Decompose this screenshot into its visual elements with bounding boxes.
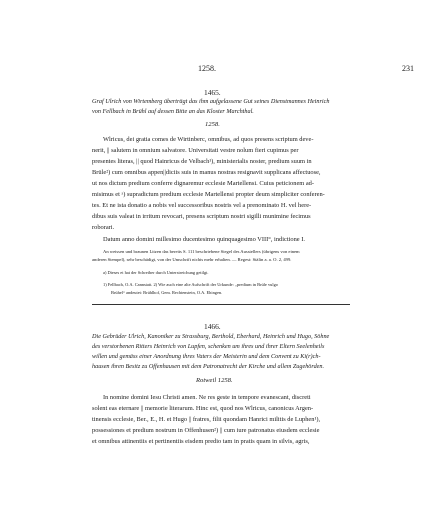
doc2-regest-line-4: hausen ihren Besitz zu Offenhausen mit dem Patronatrecht der Kirche und allem Zugehörden. (92, 363, 325, 370)
doc1-date: 1258. (205, 121, 220, 128)
doc2-regest-line-3: willen und gemäss einer Anordnung ihres Vaters der Meisterin und dem Convent zu Ki(r)ch- (92, 353, 321, 360)
doc1-body-line-3: presentes literas, || quod Hainricus de Velbach¹), ministerialis noster, predium suum in (92, 158, 312, 165)
running-header-year: 1258. (198, 64, 216, 73)
doc1-regest-line-2: von Fellbach in Brühl auf dessen Bitte an das Kloster Marchthal. (92, 108, 254, 115)
doc1-note-line-1: An weissen und braunen Litzen das bereits S. 111 beschriebene Siegel des Ausstellers (übrigens von einem (103, 249, 300, 254)
doc1-footnote-1-2: 1) Fellbach, O.A. Cannstatt. 2) Wie auch eine alte Aufschrift der Urkunde: „predium in Brüle vulgo (103, 282, 278, 287)
doc2-body-line-3: tinensis ecclesie, Ber., E., H. et Hugo || fratres, filii quondam Hanrici militis de Luphen¹), (92, 416, 321, 423)
section-divider (92, 304, 350, 305)
doc2-number: 1466. (204, 322, 221, 331)
doc1-body-line-5: ut nos dictum predium conferre dignaremur ecclesie Martellensi. Cuius peticionem ad- (92, 180, 315, 187)
doc1-body-line-8: dibus suis valeat in irritum revocari, presens scriptum nostri sigilli munimine fecimus (92, 213, 311, 220)
doc1-body-line-2: nerit, || salutem in omnium salvatore. Universitati vestre nolum fieri cupimus per (92, 147, 299, 154)
doc2-body-line-5: et omnibus attinentiis et pertinentiis eisdem predio tam in pratis quam in silvis, agris, (92, 438, 310, 445)
doc1-footnote-a: a) Dieses et hat der Schreiber durch Unterstreichung getilgt. (103, 270, 209, 275)
doc2-body-line-1: In nomine domini Iesu Christi amen. Ne res geste in tempore evanescant, discreti (103, 394, 311, 401)
doc1-number: 1465. (204, 88, 221, 97)
doc1-body-line-6: misimus et ᵃ) supradictum predium ecclesie Martellensi propter deum simpliciter conferen- (92, 191, 325, 198)
doc1-note-line-2: anderen Stempel), sehr beschädigt, von der Umschrift nichts mehr erhalten. — Regest: Stälin a. a. O. 2, 499. (92, 257, 292, 262)
doc1-regest-line-1: Graf Ulrich von Wirtemberg überträgt das ihm aufgelassene Gut seines Dienstmannes Heinrich (92, 98, 330, 105)
doc2-body-line-4: possessiones et predium nostrum in Offenhusen²) || cum iure patronatus eiusdem ecclesie (92, 427, 320, 434)
doc1-body-line-7: tes. Et ne ista donatio a nobis vel successoribus nostris vel a prenominato H. vel here- (92, 202, 312, 209)
doc2-regest-line-2: des verstorbenen Ritters Heinrich von Lupfen, schenken um ihres und ihrer Eltern Seelenheils (92, 343, 325, 350)
doc1-body-line-4: Brüle²) cum omnibus appen||diciis suis in manus nostras resignavit supplicans affectuose, (92, 169, 321, 176)
doc1-body-line-1: Wlricus, dei gratia comes de Wirtinberc, omnibus, ad quos presens scriptum deve- (103, 136, 314, 143)
doc2-date: Rotweil 1258. (196, 377, 233, 384)
doc1-body-line-9: roborari. (92, 224, 115, 231)
page-number: 231 (402, 64, 414, 73)
doc1-closing: Datum anno domini millesimo ducentesimo quinquagesimo VIII°, indictione I. (103, 236, 305, 243)
doc1-footnote-continued: Brühel“ andeutet: Brühlhof, Gem. Rechtenstein, O.A. Ehingen. (111, 290, 223, 295)
doc2-regest-line-1: Die Gebrüder Ulrich, Kanoniker zu Strassburg, Berthold, Eberhard, Heinrich und Hugo, Söhne (92, 333, 330, 340)
doc2-body-line-2: solent eas eternare || memorie literarum. Hinc est, quod nos Wlricus, canonicus Argen- (92, 405, 314, 412)
